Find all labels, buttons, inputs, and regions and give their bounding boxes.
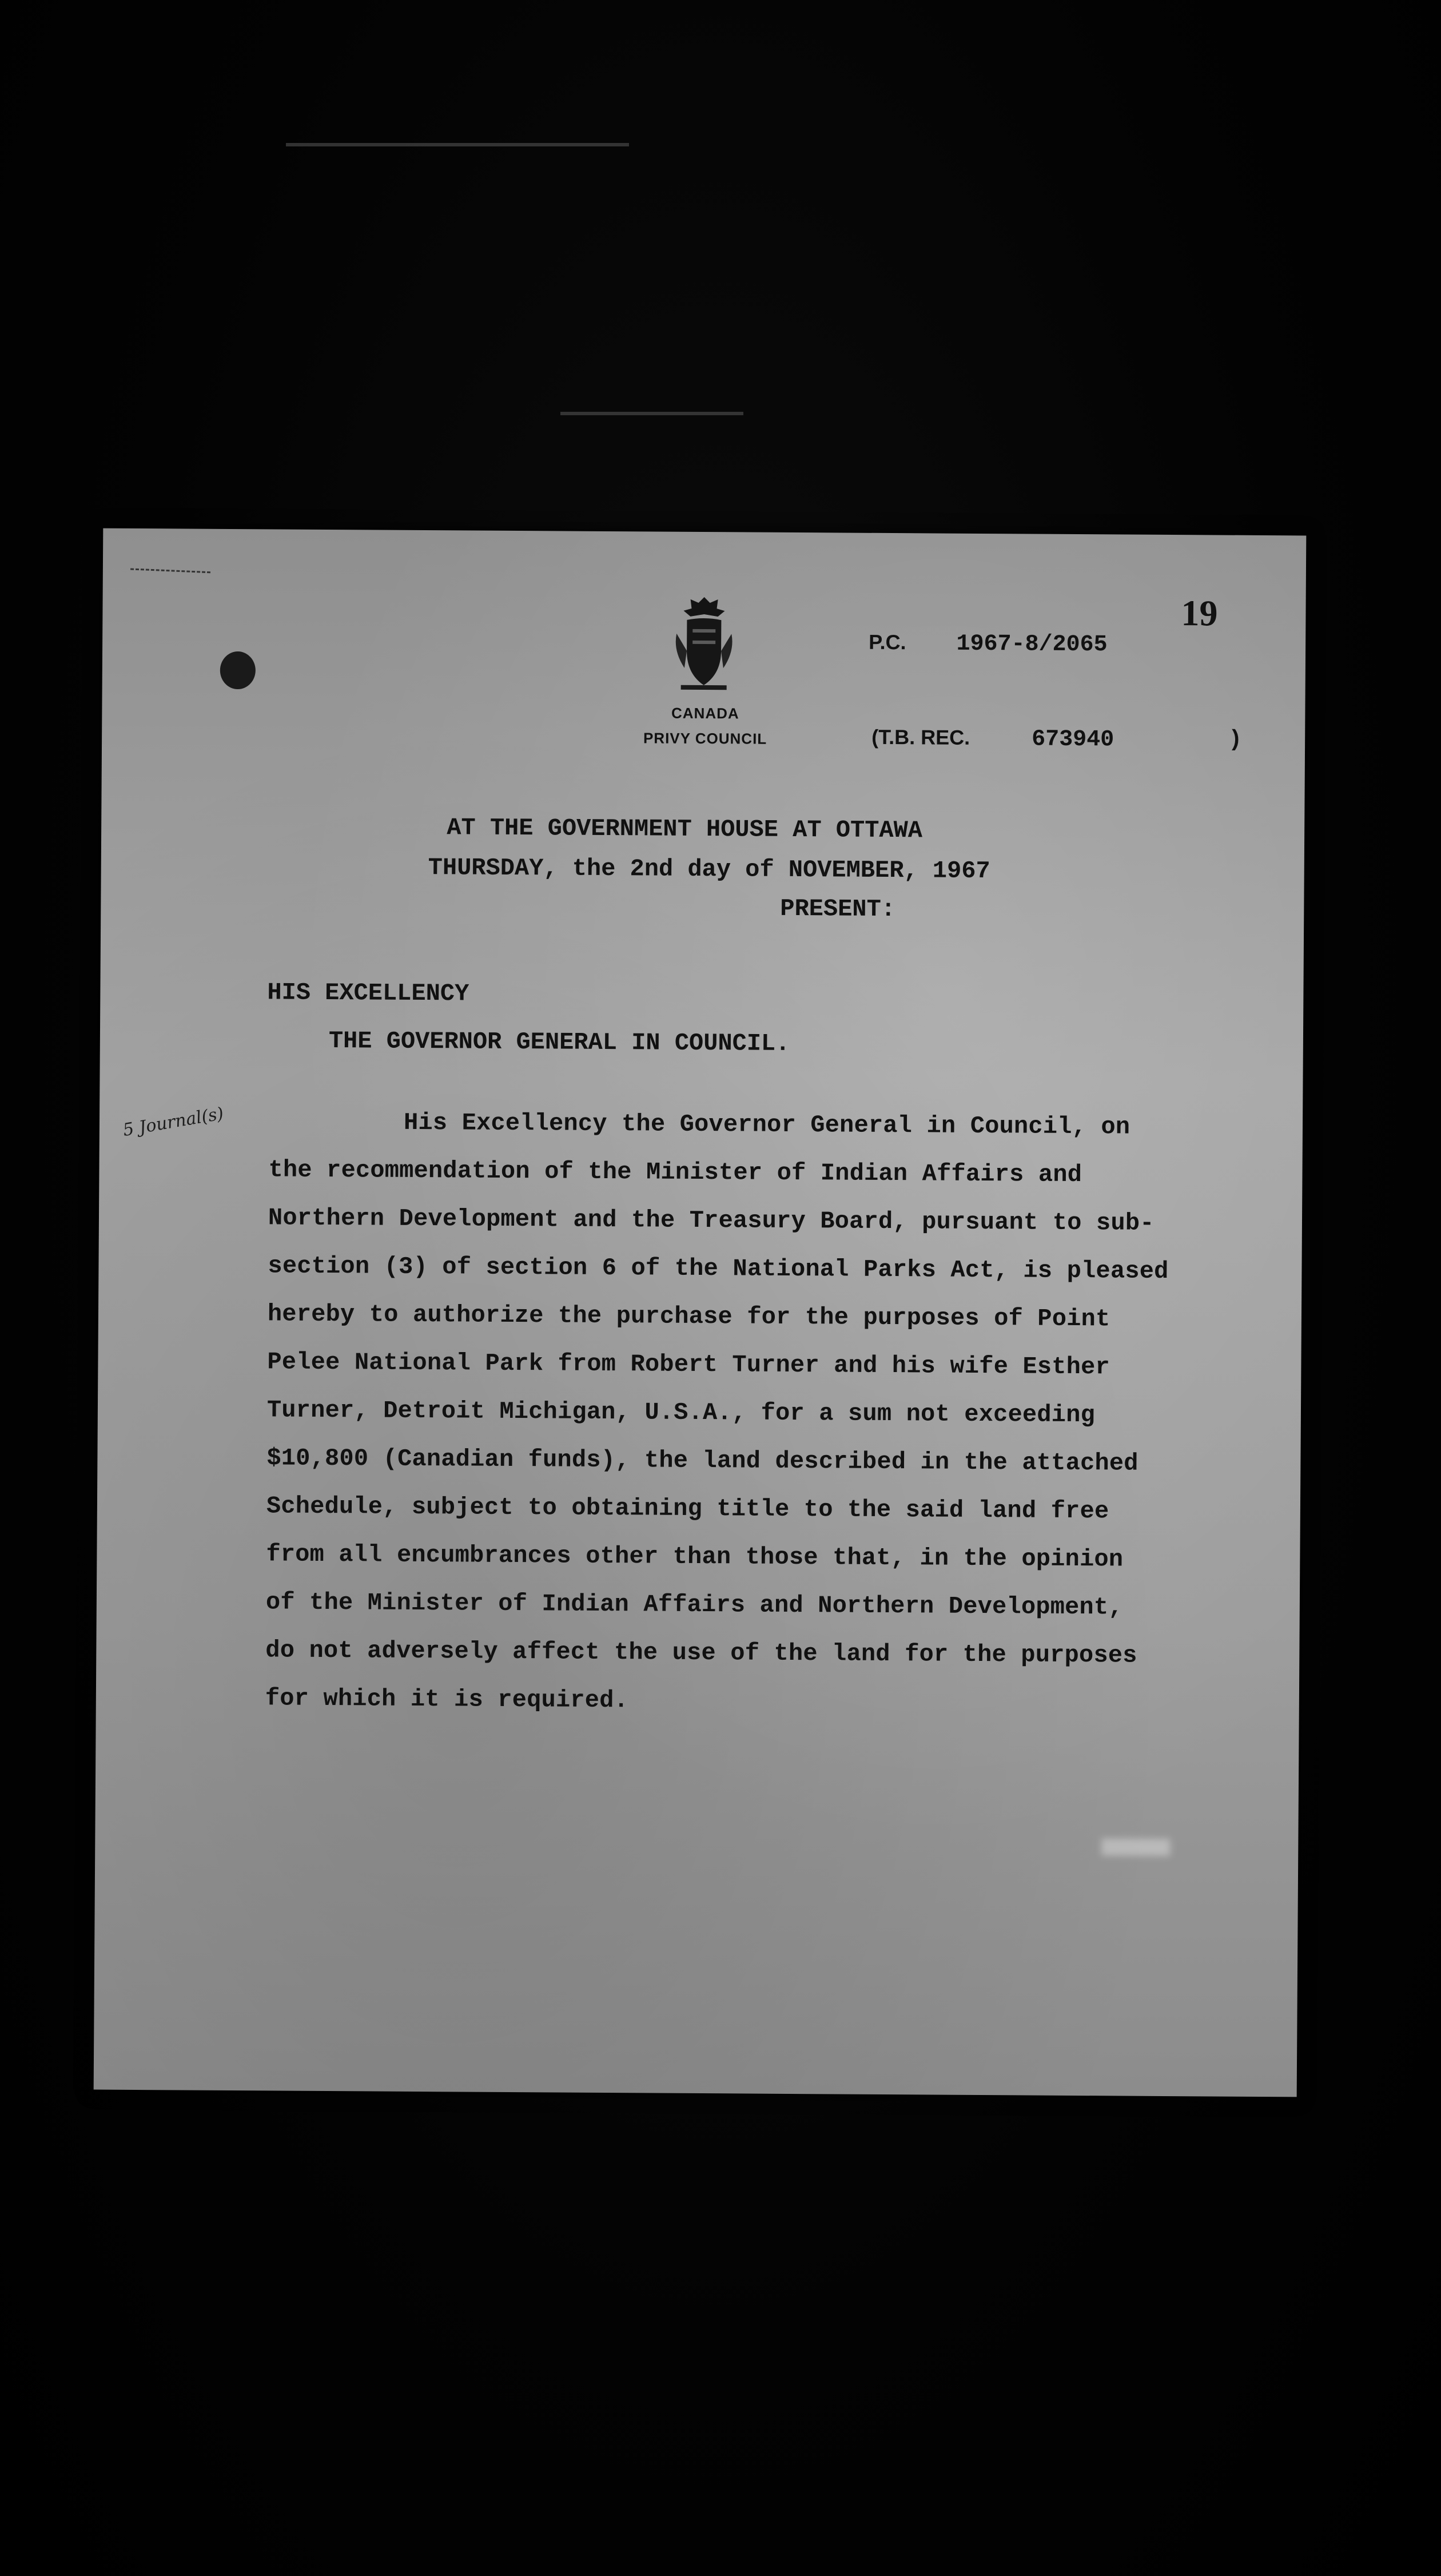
crest-office-label: PRIVY COUNCIL [643,729,767,748]
date-line: THURSDAY, the 2nd day of NOVEMBER, 1967 [428,854,990,885]
place-line: AT THE GOVERNMENT HOUSE AT OTTAWA [447,814,923,845]
scan-artifact-line [286,143,629,146]
tb-close-paren: ) [1228,727,1243,753]
body-line: Northern Development and the Treasury Board, pursuant to sub- [268,1204,1155,1237]
body-line: the recommendation of the Minister of Indian Affairs and [268,1156,1082,1189]
document-page [94,528,1307,2097]
handwritten-margin-note: 5 Journal(s) [121,1103,225,1141]
body-line: do not adversely affect the use of the land for the purposes [265,1636,1137,1669]
body-line: hereby to authorize the purchase for the purposes of Point [267,1300,1110,1333]
crest-country-label: CANADA [671,704,739,722]
present-line: PRESENT: [780,895,896,924]
order-body [265,1098,1219,1728]
body-line: Pelee National Park from Robert Turner and his wife Esther [267,1348,1110,1381]
scan-artifact-line [560,412,743,415]
pc-number: 1967-8/2065 [956,631,1108,658]
canadian-coat-of-arms-icon [670,594,739,691]
pc-label: P.C. [869,630,906,654]
body-line: of the Minister of Indian Affairs and Northern Development, [265,1588,1123,1621]
governor-heading: THE GOVERNOR GENERAL IN COUNCIL. [328,1027,790,1058]
punch-hole [220,651,256,689]
paper-smudge [1101,1838,1170,1856]
body-line: section (3) of section 6 of the National Parks Act, is pleased [268,1252,1169,1286]
excellency-heading: HIS EXCELLENCY [267,979,469,1008]
body-line: for which it is required. [265,1684,629,1715]
page-number: 19 [1181,593,1218,634]
tb-label: (T.B. REC. [871,725,970,749]
body-line: $10,800 (Canadian funds), the land described in the attached [266,1444,1139,1477]
tb-number: 673940 [1032,726,1114,753]
pc-number-line [869,630,1108,658]
body-line: from all encumbrances other than those that, in the opinion [266,1540,1124,1573]
tb-rec-line [871,725,1114,753]
body-line: Turner, Detroit Michigan, U.S.A., for a sum not exceeding [266,1396,1096,1429]
body-line: Schedule, subject to obtaining title to the said land free [266,1492,1109,1525]
corner-pencil-mark [130,568,210,578]
body-line: His Excellency the Governor General in Council, on [403,1108,1130,1141]
